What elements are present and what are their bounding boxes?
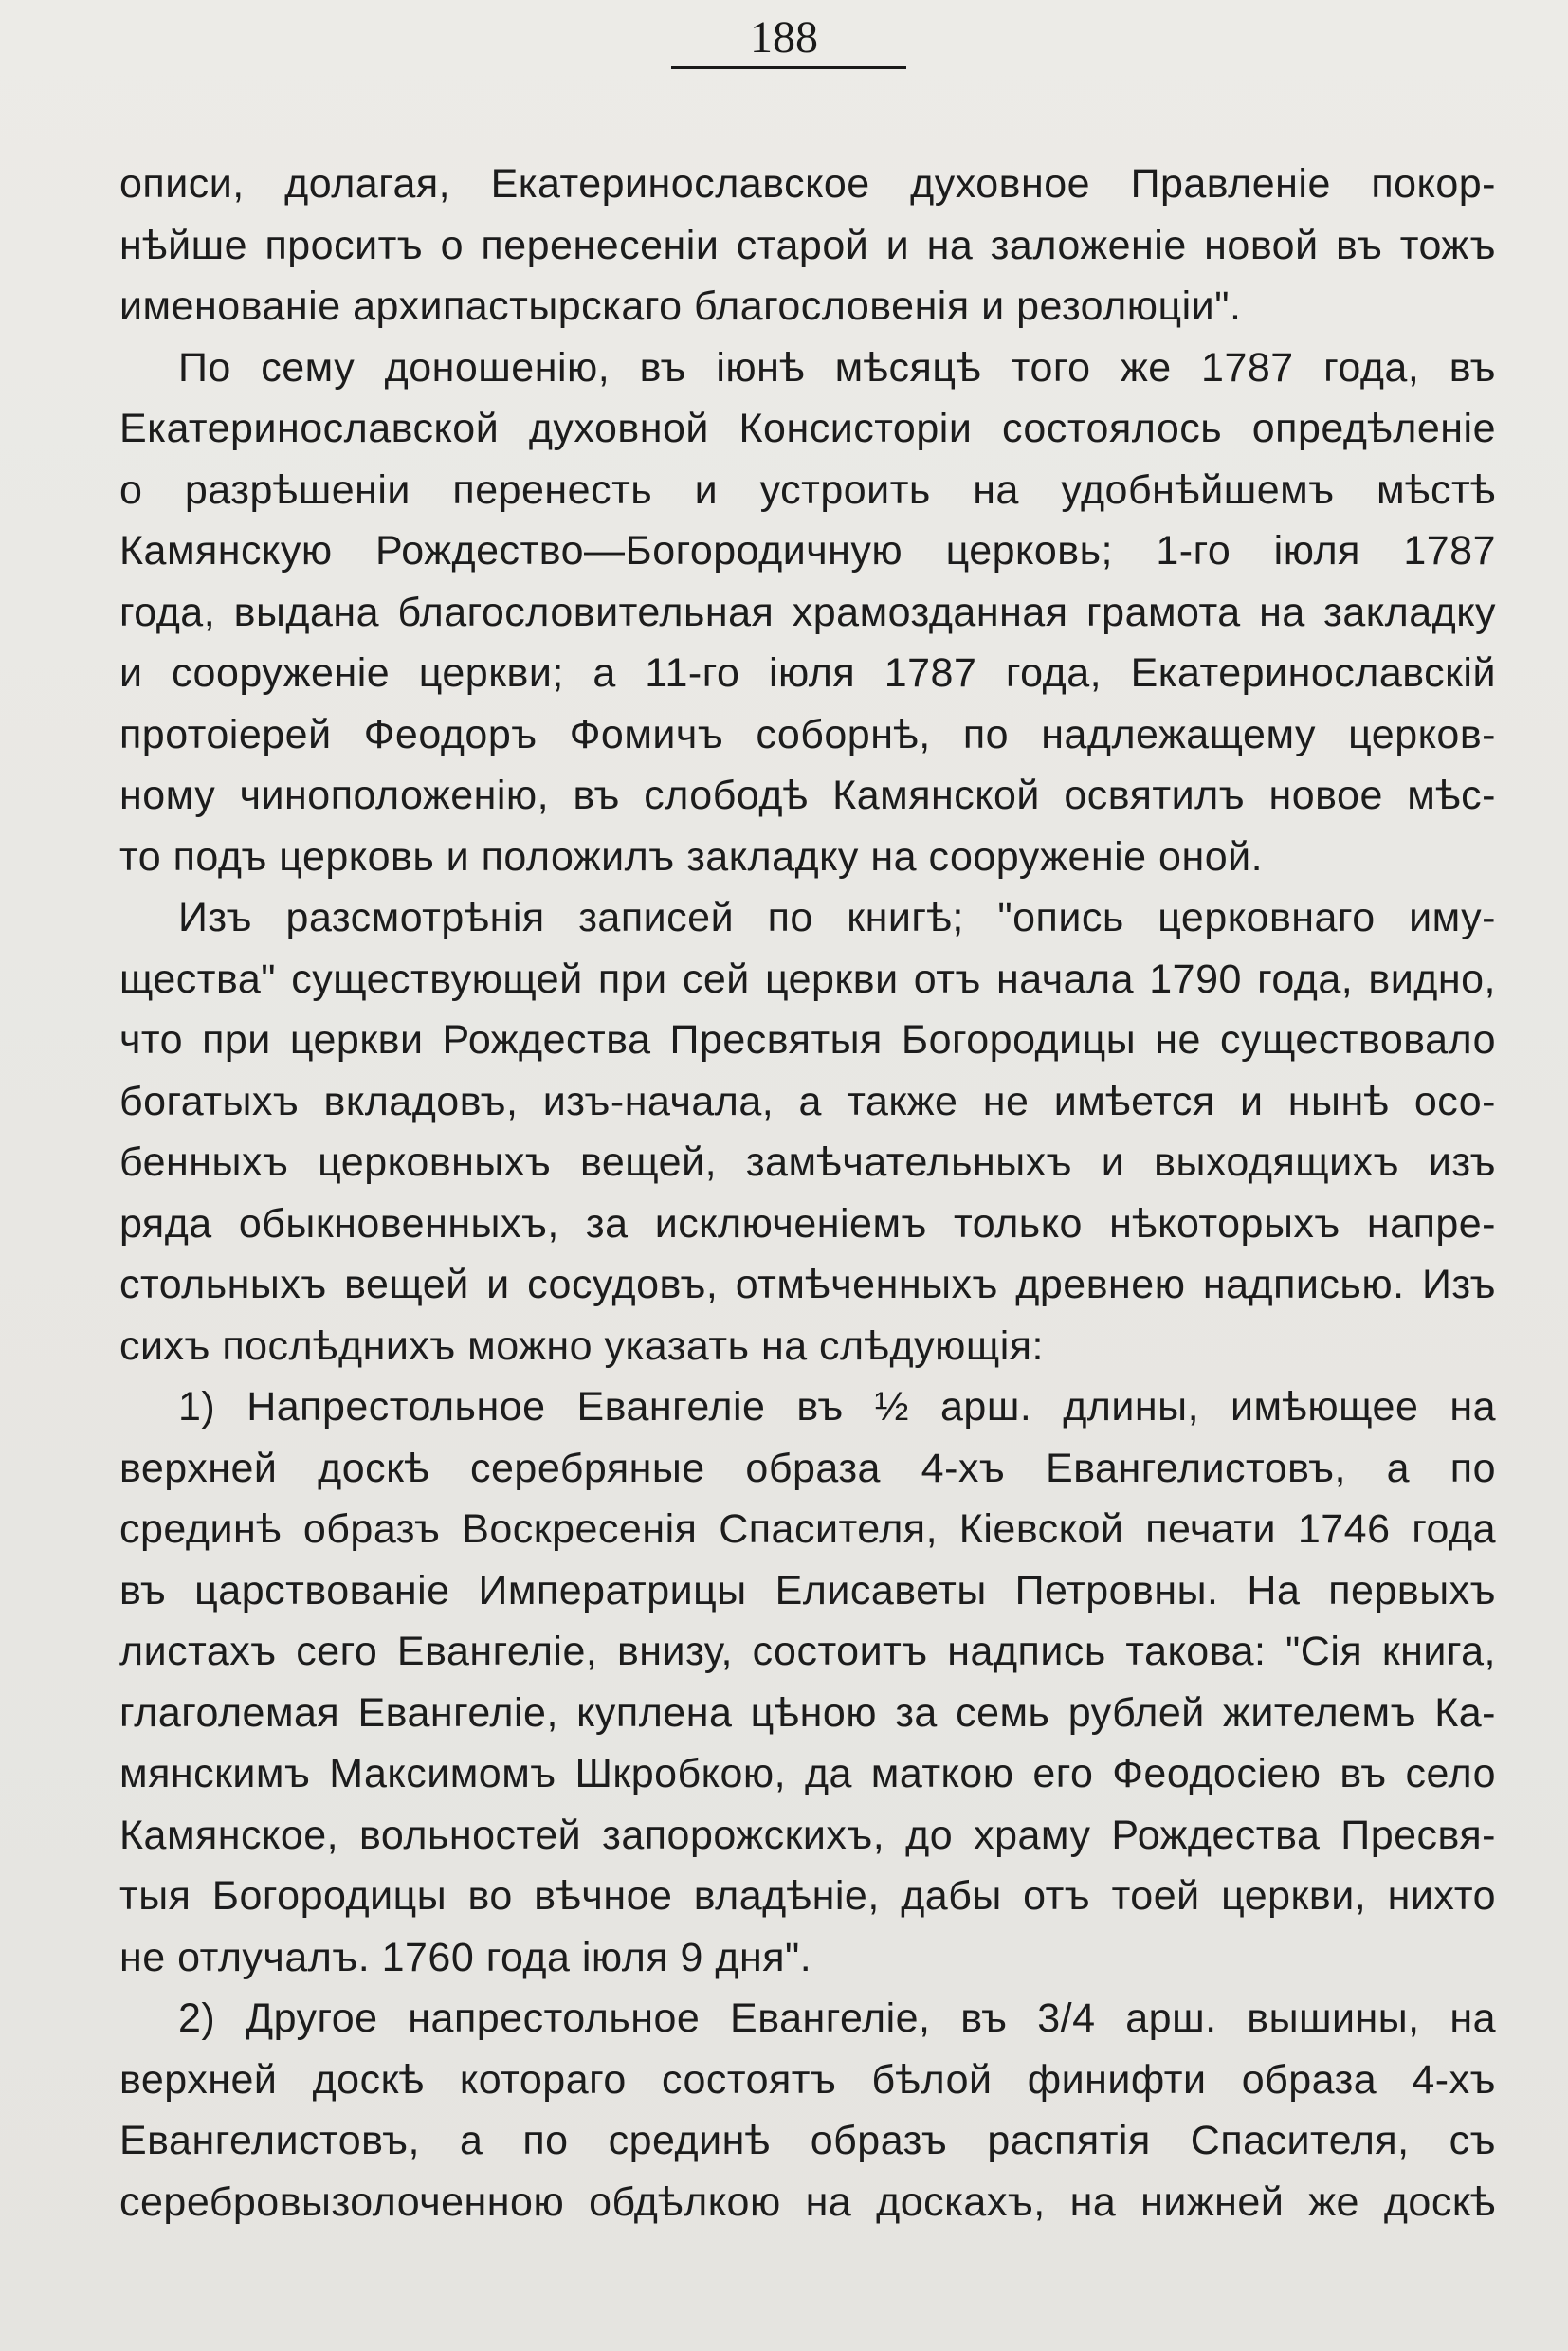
text-line: листахъ сего Евангеліе, внизу, состоитъ надпись такова: "Сія книга, — [119, 1629, 1496, 1674]
body-text — [119, 154, 1496, 2233]
text-line: тыя Богородицы во вѣчное владѣніе, дабы отъ тоей церкви, нихто — [119, 1873, 1496, 1919]
text-line: Екатеринославской духовной Консисторіи состоялось опредѣленіе — [119, 406, 1496, 451]
text-line: 1) Напрестольное Евангеліе въ ½ арш. длины, имѣющее на — [178, 1384, 1496, 1430]
text-line: и сооруженіе церкви; а 11-го іюля 1787 года, Екатеринославскій — [119, 650, 1496, 696]
text-line: щества" существующей при сей церкви отъ начала 1790 года, видно, — [119, 956, 1496, 1002]
text-line: ному чиноположенію, въ слободѣ Камянской освятилъ новое мѣс- — [119, 773, 1496, 818]
text-line: 2) Другое напрестольное Евангеліе, въ 3/4 арш. вышины, на — [178, 1996, 1496, 2041]
page-number-rule — [671, 66, 906, 69]
text-line: Камянскую Рождество—Богородичную церковь; 1-го іюля 1787 — [119, 528, 1496, 574]
text-line: По сему доношенію, въ іюнѣ мѣсяцѣ того же 1787 года, въ — [178, 344, 1496, 391]
text-line: стольныхъ вещей и сосудовъ, отмѣченныхъ древнею надписью. Изъ — [119, 1262, 1496, 1307]
text-line: года, выдана благословительная храмозданная грамота на закладку — [119, 589, 1496, 635]
text-line: нѣйше проситъ о перенесеніи старой и на заложеніе новой въ тожъ — [119, 222, 1496, 268]
text-line: ряда обыкновенныхъ, за исключеніемъ только нѣкоторыхъ напре- — [119, 1200, 1496, 1247]
text-line: Камянское, вольностей запорожскихъ, до храму Рождества Пресвя- — [119, 1812, 1496, 1858]
text-line: протоіерей Феодоръ Фомичъ соборнѣ, по надлежащему церков- — [119, 711, 1496, 757]
text-line: о разрѣшеніи перенесть и устроить на удобнѣйшемъ мѣстѣ — [119, 466, 1496, 513]
text-line: глаголемая Евангеліе, куплена цѣною за семь рублей жителемъ Ка- — [119, 1689, 1496, 1736]
text-line: срединѣ образъ Воскресенія Спасителя, Кіевской печати 1746 года — [119, 1506, 1496, 1552]
text-line: въ царствованіе Императрицы Елисаветы Петровны. На первыхъ — [119, 1567, 1496, 1613]
text-line: верхней доскѣ котораго состоятъ бѣлой финифти образа 4-хъ — [119, 2056, 1496, 2103]
text-line: не отлучалъ. 1760 года іюля 9 дня". — [119, 1934, 812, 1980]
text-line: Евангелистовъ, а по срединѣ образъ распятія Спасителя, съ — [119, 2118, 1496, 2163]
text-line: верхней доскѣ серебряные образа 4-хъ Евангелистовъ, а по — [119, 1445, 1496, 1491]
text-line: бенныхъ церковныхъ вещей, замѣчательныхъ и выходящихъ изъ — [119, 1139, 1496, 1185]
text-line: именованіе архипастырскаго благословенія и резолюціи". — [119, 283, 1242, 329]
text-line: мянскимъ Максимомъ Шкробкою, да маткою его Феодосіею въ село — [119, 1751, 1496, 1796]
text-line: то подъ церковь и положилъ закладку на сооруженіе оной. — [119, 833, 1264, 880]
text-line: серебровызолоченною обдѣлкою на доскахъ, на нижней же доскѣ — [119, 2178, 1496, 2225]
text-line: богатыхъ вкладовъ, изъ-начала, а также не имѣется и нынѣ осо- — [119, 1078, 1496, 1124]
text-line: Изъ разсмотрѣнія записей по книгѣ; "опись церковнаго иму- — [178, 895, 1496, 940]
text-line: сихъ послѣднихъ можно указать на слѣдующія: — [119, 1322, 1044, 1369]
page-number: 188 — [750, 12, 818, 63]
text-line: что при церкви Рождества Пресвятыя Богородицы не существовало — [119, 1017, 1496, 1063]
text-line: описи, долагая, Екатеринославское духовное Правленіе покор- — [119, 161, 1496, 207]
